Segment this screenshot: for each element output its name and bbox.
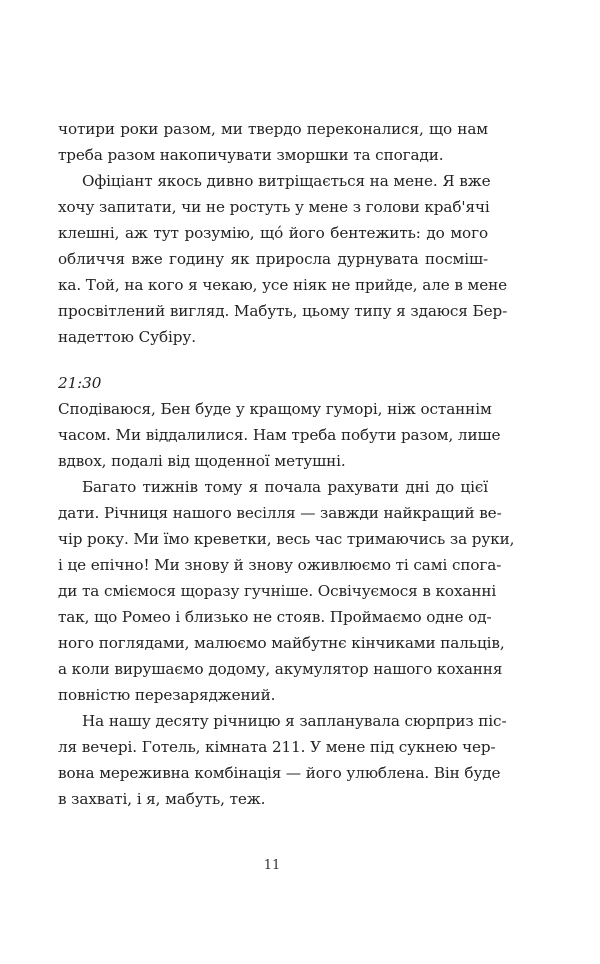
paragraph (58, 168, 508, 350)
text-line: дати. Річниця нашого весілля — завжди найкращий ве- (58, 504, 502, 522)
text-line: повністю перезаряджений. (58, 686, 276, 704)
text-line: а коли вирушаємо додому, акумулятор нашого кохання (58, 660, 503, 678)
text-line: ка. Той, на кого я чекаю, усе ніяк не прийде, але в мене (58, 276, 508, 294)
paragraph (58, 396, 501, 474)
text-line: надеттою Субіру. (58, 328, 196, 346)
text-line: вдвох, подалі від щоденної метушні. (58, 452, 346, 470)
text-line: ди та сміємося щоразу гучніше. Освічуємося в коханні (58, 582, 497, 600)
paragraph (58, 116, 488, 168)
text-line: хочу запитати, чи не ростуть у мене з голови краб'ячі (58, 198, 490, 216)
text-line: чотири роки разом, ми твердо переконалися, що нам (58, 120, 488, 138)
text-line: ля вечері. Готель, кімната 211. У мене під сукнею чер- (58, 738, 496, 756)
text-line: так, що Ромео і близько не стояв. Проймаємо одне од- (58, 608, 492, 626)
text-line: На нашу десяту річницю я запланувала сюрприз піс- (82, 712, 507, 730)
paragraph (58, 474, 515, 708)
paragraph (58, 708, 507, 812)
text-line: клешні, аж тут розумію, щó його бентежить: до мого (58, 224, 488, 242)
text-line: чір року. Ми їмо креветки, весь час тримаючись за руки, (58, 530, 515, 548)
text-line: обличчя вже годину як приросла дурнувата посміш- (58, 250, 488, 268)
body-text (58, 116, 515, 812)
text-line: Сподіваюся, Бен буде у кращому гуморі, ніж останнім (58, 400, 492, 418)
text-line: Багато тижнів тому я почала рахувати дні до цієї (82, 478, 488, 496)
text-line: і це епічно! Ми знову й знову оживлюємо ті самі спога- (58, 556, 502, 574)
text-line: часом. Ми віддалилися. Нам треба побути разом, лише (58, 426, 501, 444)
text-line: ного поглядами, малюємо майбутнє кінчиками пальців, (58, 634, 505, 652)
time-label: 21:30 (58, 374, 102, 392)
time-heading (58, 370, 488, 396)
text-line: треба разом накопичувати зморшки та спогади. (58, 146, 444, 164)
page-number: 11 (263, 858, 281, 873)
text-line: в захваті, і я, мабуть, теж. (58, 790, 266, 808)
text-line: вона мереживна комбінація — його улюблена. Він буде (58, 764, 501, 782)
text-line: Офіціант якось дивно витріщається на мене. Я вже (82, 172, 491, 190)
text-line: просвітлений вигляд. Мабуть, цьому типу я здаюся Бер- (58, 302, 508, 320)
